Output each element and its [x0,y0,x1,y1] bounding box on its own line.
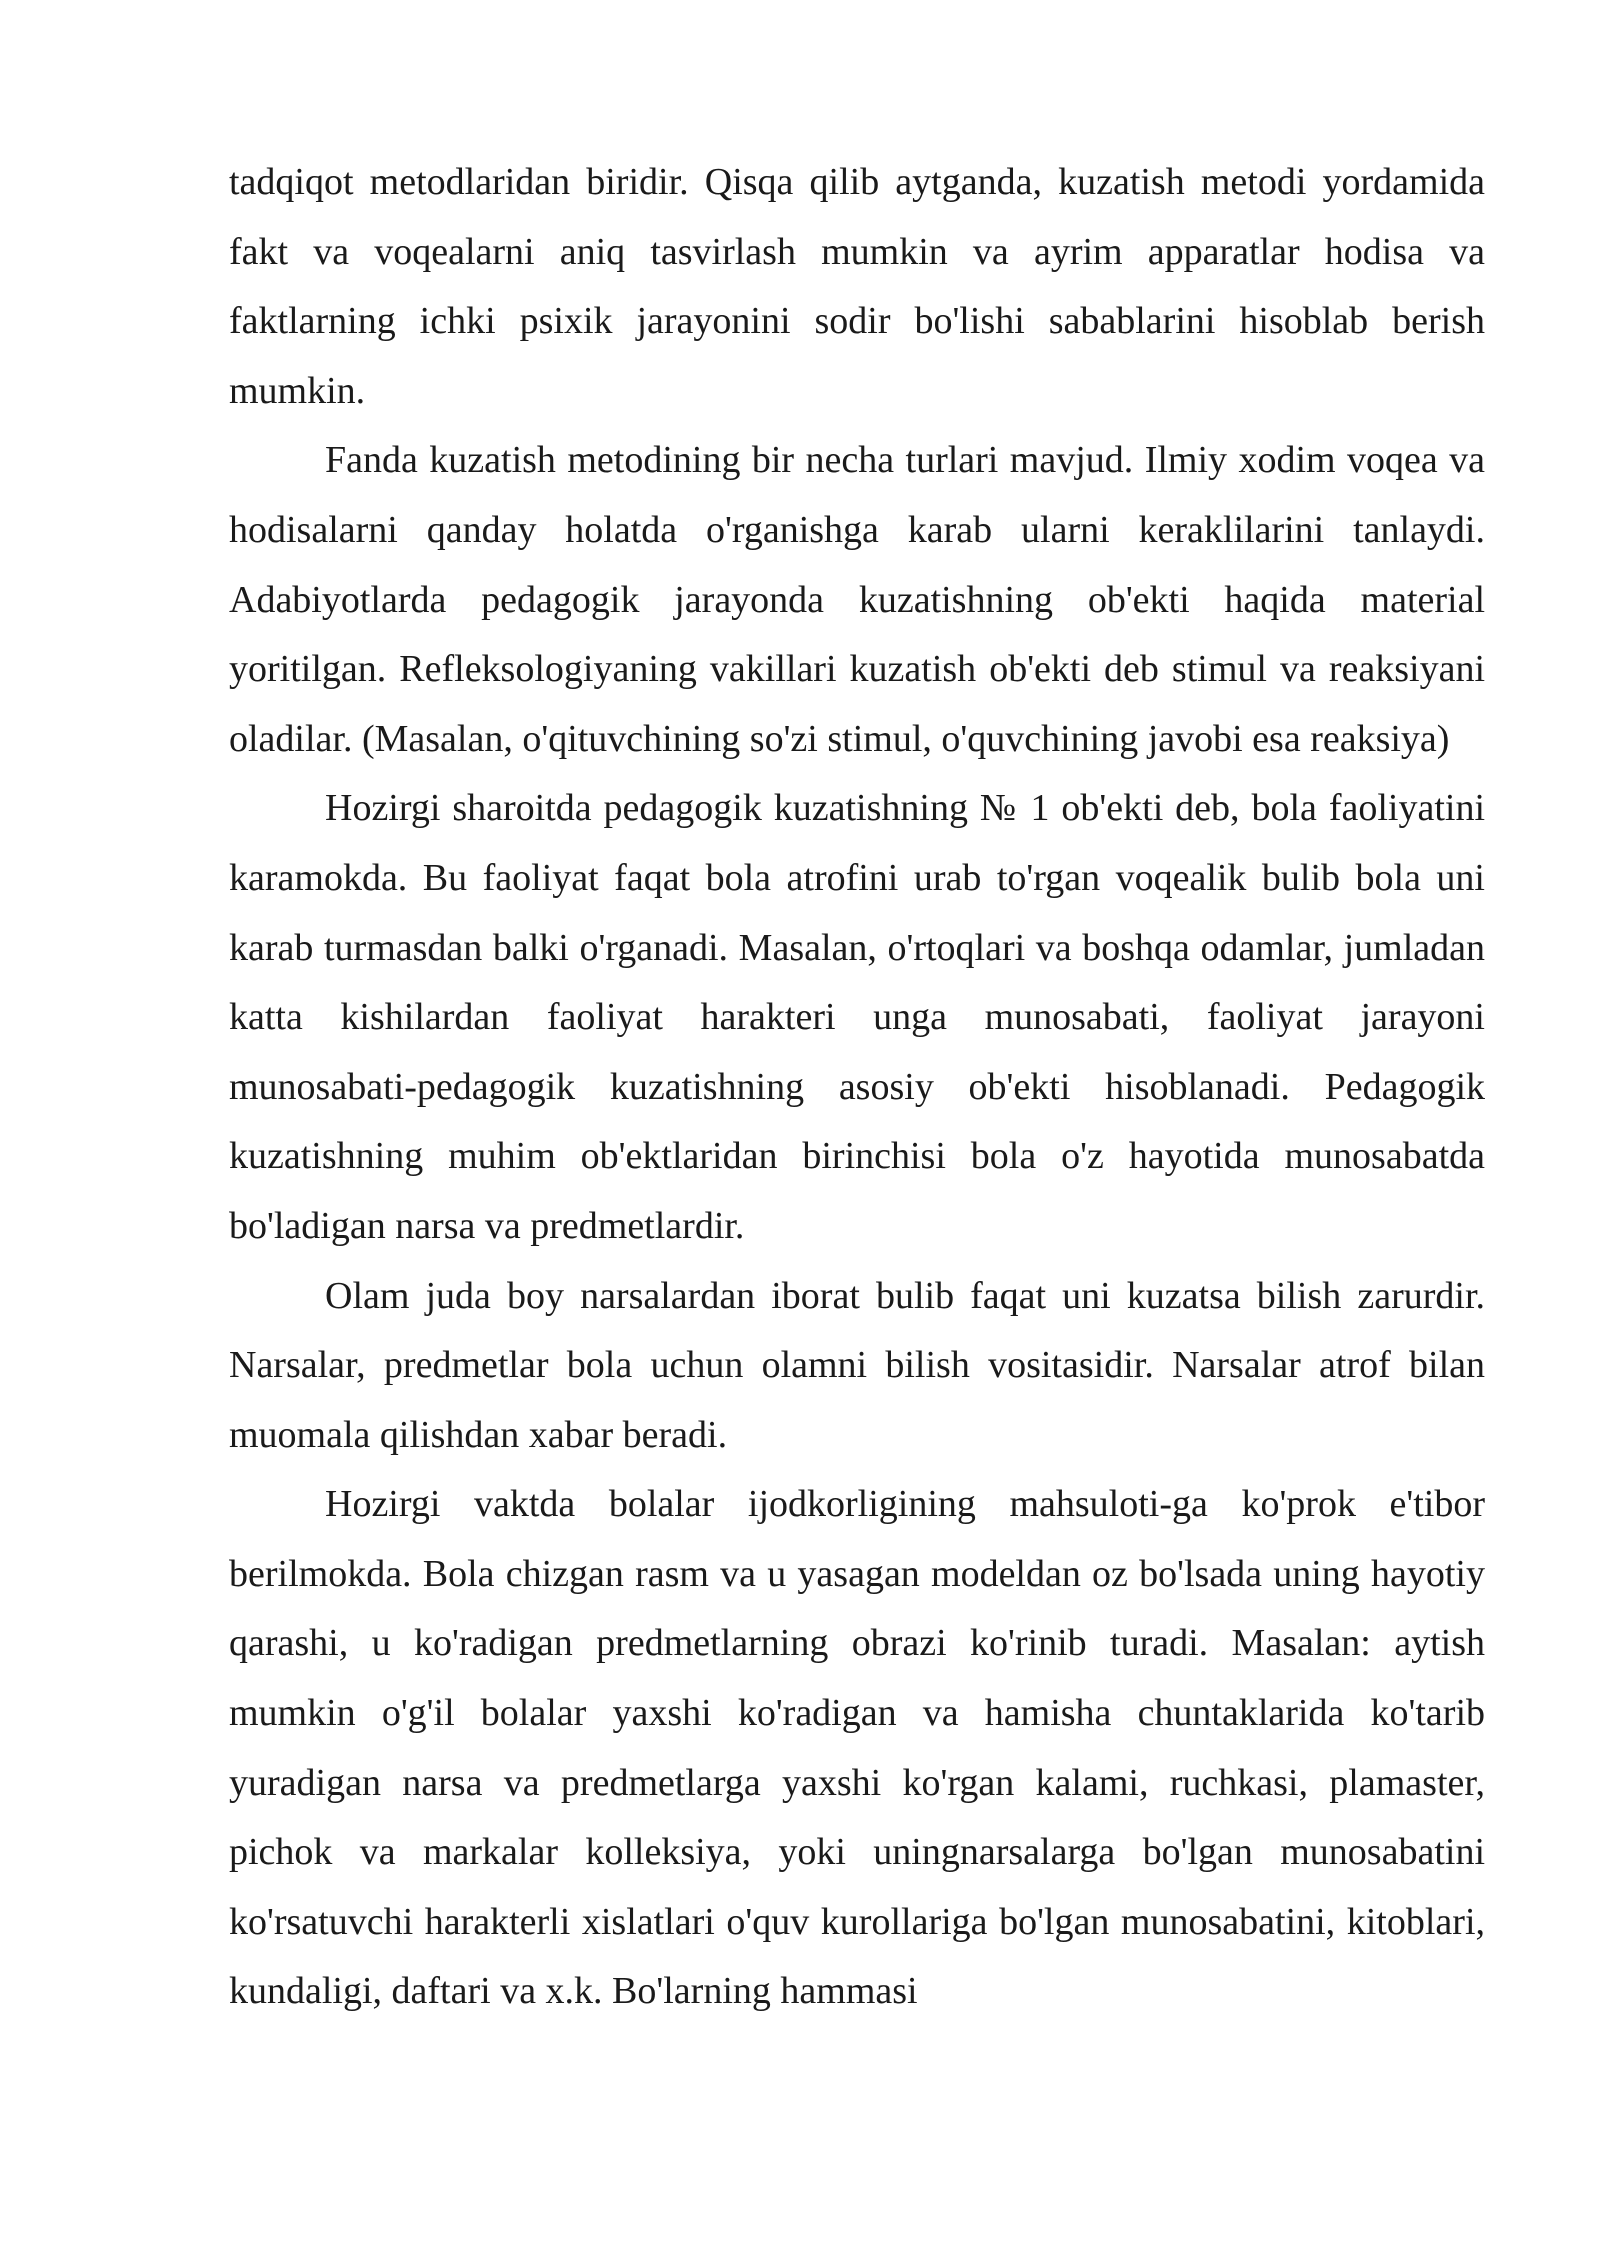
paragraph-observation-types: Fanda kuzatish metodining bir necha turlari mavjud. Ilmiy xodim voqea va hodisalarni qanday holatda o'rganishga karab ularni keraklilarini tanlaydi. Adabiyotlarda pedagogik jarayonda kuzatishning ob'ekti haqida material yoritilgan. Refleksologiyaning vakillari kuzatish ob'ekti deb stimul va reaksiyani oladilar. (Masalan, o'qituvchining so'zi stimul, o'quvchining javobi esa reaksiya) [229,439,1485,760]
paragraph-world-objects: Olam juda boy narsalardan iborat bulib faqat uni kuzatsa bilish zarurdir. Narsalar, predmetlar bola uchun olamni bilish vositasidir. Narsalar atrof bilan muomala qilishdan xabar beradi. [229,1274,1485,1456]
paragraph-children-creativity: Hozirgi vaktda bolalar ijodkorligining mahsuloti-ga ko'prok e'tibor berilmokda. Bola chizgan rasm va u yasagan modeldan oz bo'lsada uning hayotiy qarashi, u ko'radigan predmetlarning obrazi ko'rinib turadi. Masalan: aytish mumkin o'g'il bolalar yaxshi ko'radigan va hamisha chuntaklarida ko'tarib yuradigan narsa va predmetlarga yaxshi ko'rgan kalami, ruchkasi, plamaster, pichok va markalar kolleksiya, yoki uningnarsalarga bo'lgan munosabatini ko'rsatuvchi harakterli xislatlari o'quv kurollariga bo'lgan munosabatini, kitoblari, kundaligi, daftari va x.k. Bo'larning hammasi [229,1483,1485,2013]
paragraph-continuation: tadqiqot metodlaridan biridir. Qisqa qilib aytganda, kuzatish metodi yordamida fakt va voqealarni aniq tasvirlash mumkin va ayrim apparatlar hodisa va faktlarning ichki psixik jarayonini sodir bo'lishi sabablarini hisoblab berish mumkin. [229,161,1485,412]
paragraph-observation-object: Hozirgi sharoitda pedagogik kuzatishning № 1 ob'ekti deb, bola faoliyatini karamokda. Bu faoliyat faqat bola atrofini urab to'rgan voqealik bulib bola uni karab turmasdan balki o'rganadi. Masalan, o'rtoqlari va boshqa odamlar, jumladan katta kishilardan faoliyat harakteri unga munosabati, faoliyat jarayoni munosabati-pedagogik kuzatishning asosiy ob'ekti hisoblanadi. Pedagogik kuzatishning muhim ob'ektlaridan birinchisi bola o'z hayotida munosabatda bo'ladigan narsa va predmetlardir. [229,787,1485,1247]
document-body [229,148,1485,2027]
